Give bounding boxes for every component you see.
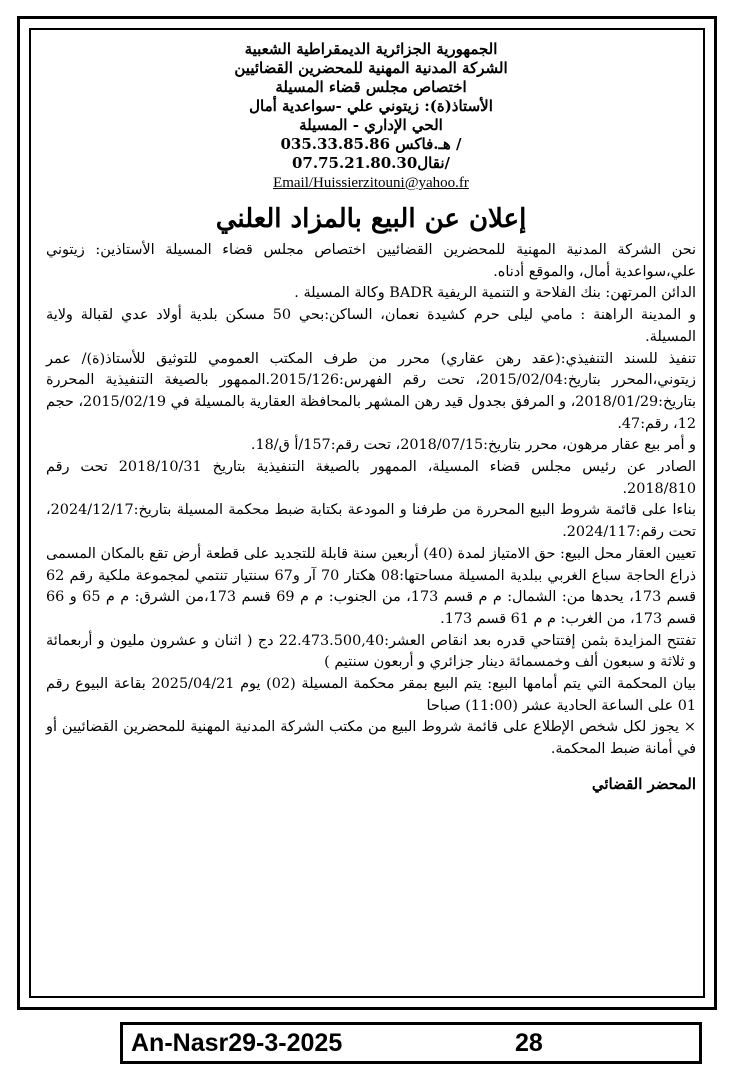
announcement-title: إعلان عن البيع بالمزاد العلني (215, 204, 527, 234)
header-jurisdiction: اختصاص مجلس قضاء المسيلة (275, 78, 467, 96)
header-bailiffs: الأستاذ(ة): زيتوني علي -سواعدية أمال (249, 97, 493, 115)
paragraph-enforcement: تنفيذ للسند التنفيذي:(عقد رهن عقاري) محرر من طرف المكتب العمومي للتوثيق للأستاذ(ة)/ عمر زيتوني،المحرر بتاريخ:2015/02/04، تحت رقم الفهرس:2015/126.الممهور بالصيغة التنفيذية المحررة بتاريخ:2018/01/29، و المرفق بجدول قيد رهن المشهر بالمحافظة العقارية بالمسيلة في 2015/02/19، حجم 12، رقم:47. (46, 350, 696, 432)
header-mobile (46, 154, 696, 173)
header-fax (46, 135, 696, 154)
paragraph-conditions: بناءا على قائمة شروط البيع المحررة من طرفنا و المودعة بكتابة ضبط محكمة المسيلة بتاريخ:2024/12/17، تحت رقم:2024/117. (46, 502, 696, 541)
fax-label: / هـ.فاكس (395, 135, 462, 153)
paragraph-sale-order: و أمر بيع عقار مرهون، محرر بتاريخ:2018/07/15، تحت رقم:157/أ ق/18. (250, 437, 696, 454)
mobile-number: 07.75.21.80.30 (292, 154, 418, 172)
paragraph-property: تعيين العقار محل البيع: حق الامتياز لمدة (40) أربعين سنة قابلة للتجديد على قطعة أرض تقع بالمكان المسمى ذراع الحاجة سباع الغربي ببلدية المسيلة مساحتها:08 هكتار 70 آر و67 سنتيار تنتمي لمجموعة ملكية رقم 62 قسم 173، يحدها من: الشمال: م م قسم 173، من الجنوب: م م 69 قسم 173،من الشرق: م م 65 و 66 قسم 173، من الغرب: م م 61 قسم 173. (46, 545, 697, 627)
paragraph-opening-price: تفتتح المزايدة بثمن إفتتاحي قدره بعد انقاص العشر:22.473.500,40 دج ( اثنان و عشرون مليون و أربعمائة و ثلاثة و سبعون ألف وخمسمائة دينار جزائري و أربعون سنتيم ) (46, 632, 697, 671)
announcement (46, 40, 696, 793)
paragraph-creditor: الدائن المرتهن: بنك الفلاحة و التنمية الريفية BADR وكالة المسيلة . (294, 285, 696, 302)
paragraph-debtor: و المدينة الراهنة : مامي ليلى حرم كشيدة نعمان، الساكن:بحي 50 مسكن بلدية أولاد عدي لقبالة ولاية المسيلة. (46, 307, 696, 345)
fax-number: 035.33.85.86 (280, 135, 391, 153)
header-address: الحي الإداري - المسيلة (299, 116, 443, 134)
footer-bar (120, 1022, 702, 1064)
paragraph-inspection: × يجوز لكل شخص الإطلاع على قائمة شروط البيع من مكتب الشركة المدنية المهنية للمحضرين القضائيين أو في أمانة ضبط المحكمة. (46, 719, 696, 758)
mobile-label: /نقال (417, 154, 450, 172)
publication-date: An-Nasr29-3-2025 (131, 1028, 343, 1057)
paragraph-issued: الصادر عن رئيس مجلس قضاء المسيلة، الممهور بالصيغة التنفيذية بتاريخ 2018/10/31 تحت رقم 2018/810. (46, 459, 696, 497)
header-republic: الجمهورية الجزائرية الديمقراطية الشعبية (244, 40, 498, 58)
announcement-body (46, 240, 696, 761)
page-number: 28 (515, 1028, 543, 1057)
paragraph-court: بيان المحكمة التي يتم أمامها البيع: يتم البيع بمقر محكمة المسيلة (02) يوم 2025/04/21 بقاعة البيوع رقم 01 على الساعة الحادية عشر (11:00) صباحا (46, 676, 696, 714)
email-link[interactable]: Email/Huissierzitouni@yahoo.fr (273, 175, 469, 191)
header-company: الشركة المدنية المهنية للمحضرين القضائيين (234, 59, 508, 77)
signature: المحضر القضائي (591, 774, 696, 793)
paragraph-intro: نحن الشركة المدنية المهنية للمحضرين القضائيين اختصاص مجلس قضاء المسيلة الأستاذين: زيتوني علي،سواعدية أمال، والموقع أدناه. (46, 242, 696, 280)
